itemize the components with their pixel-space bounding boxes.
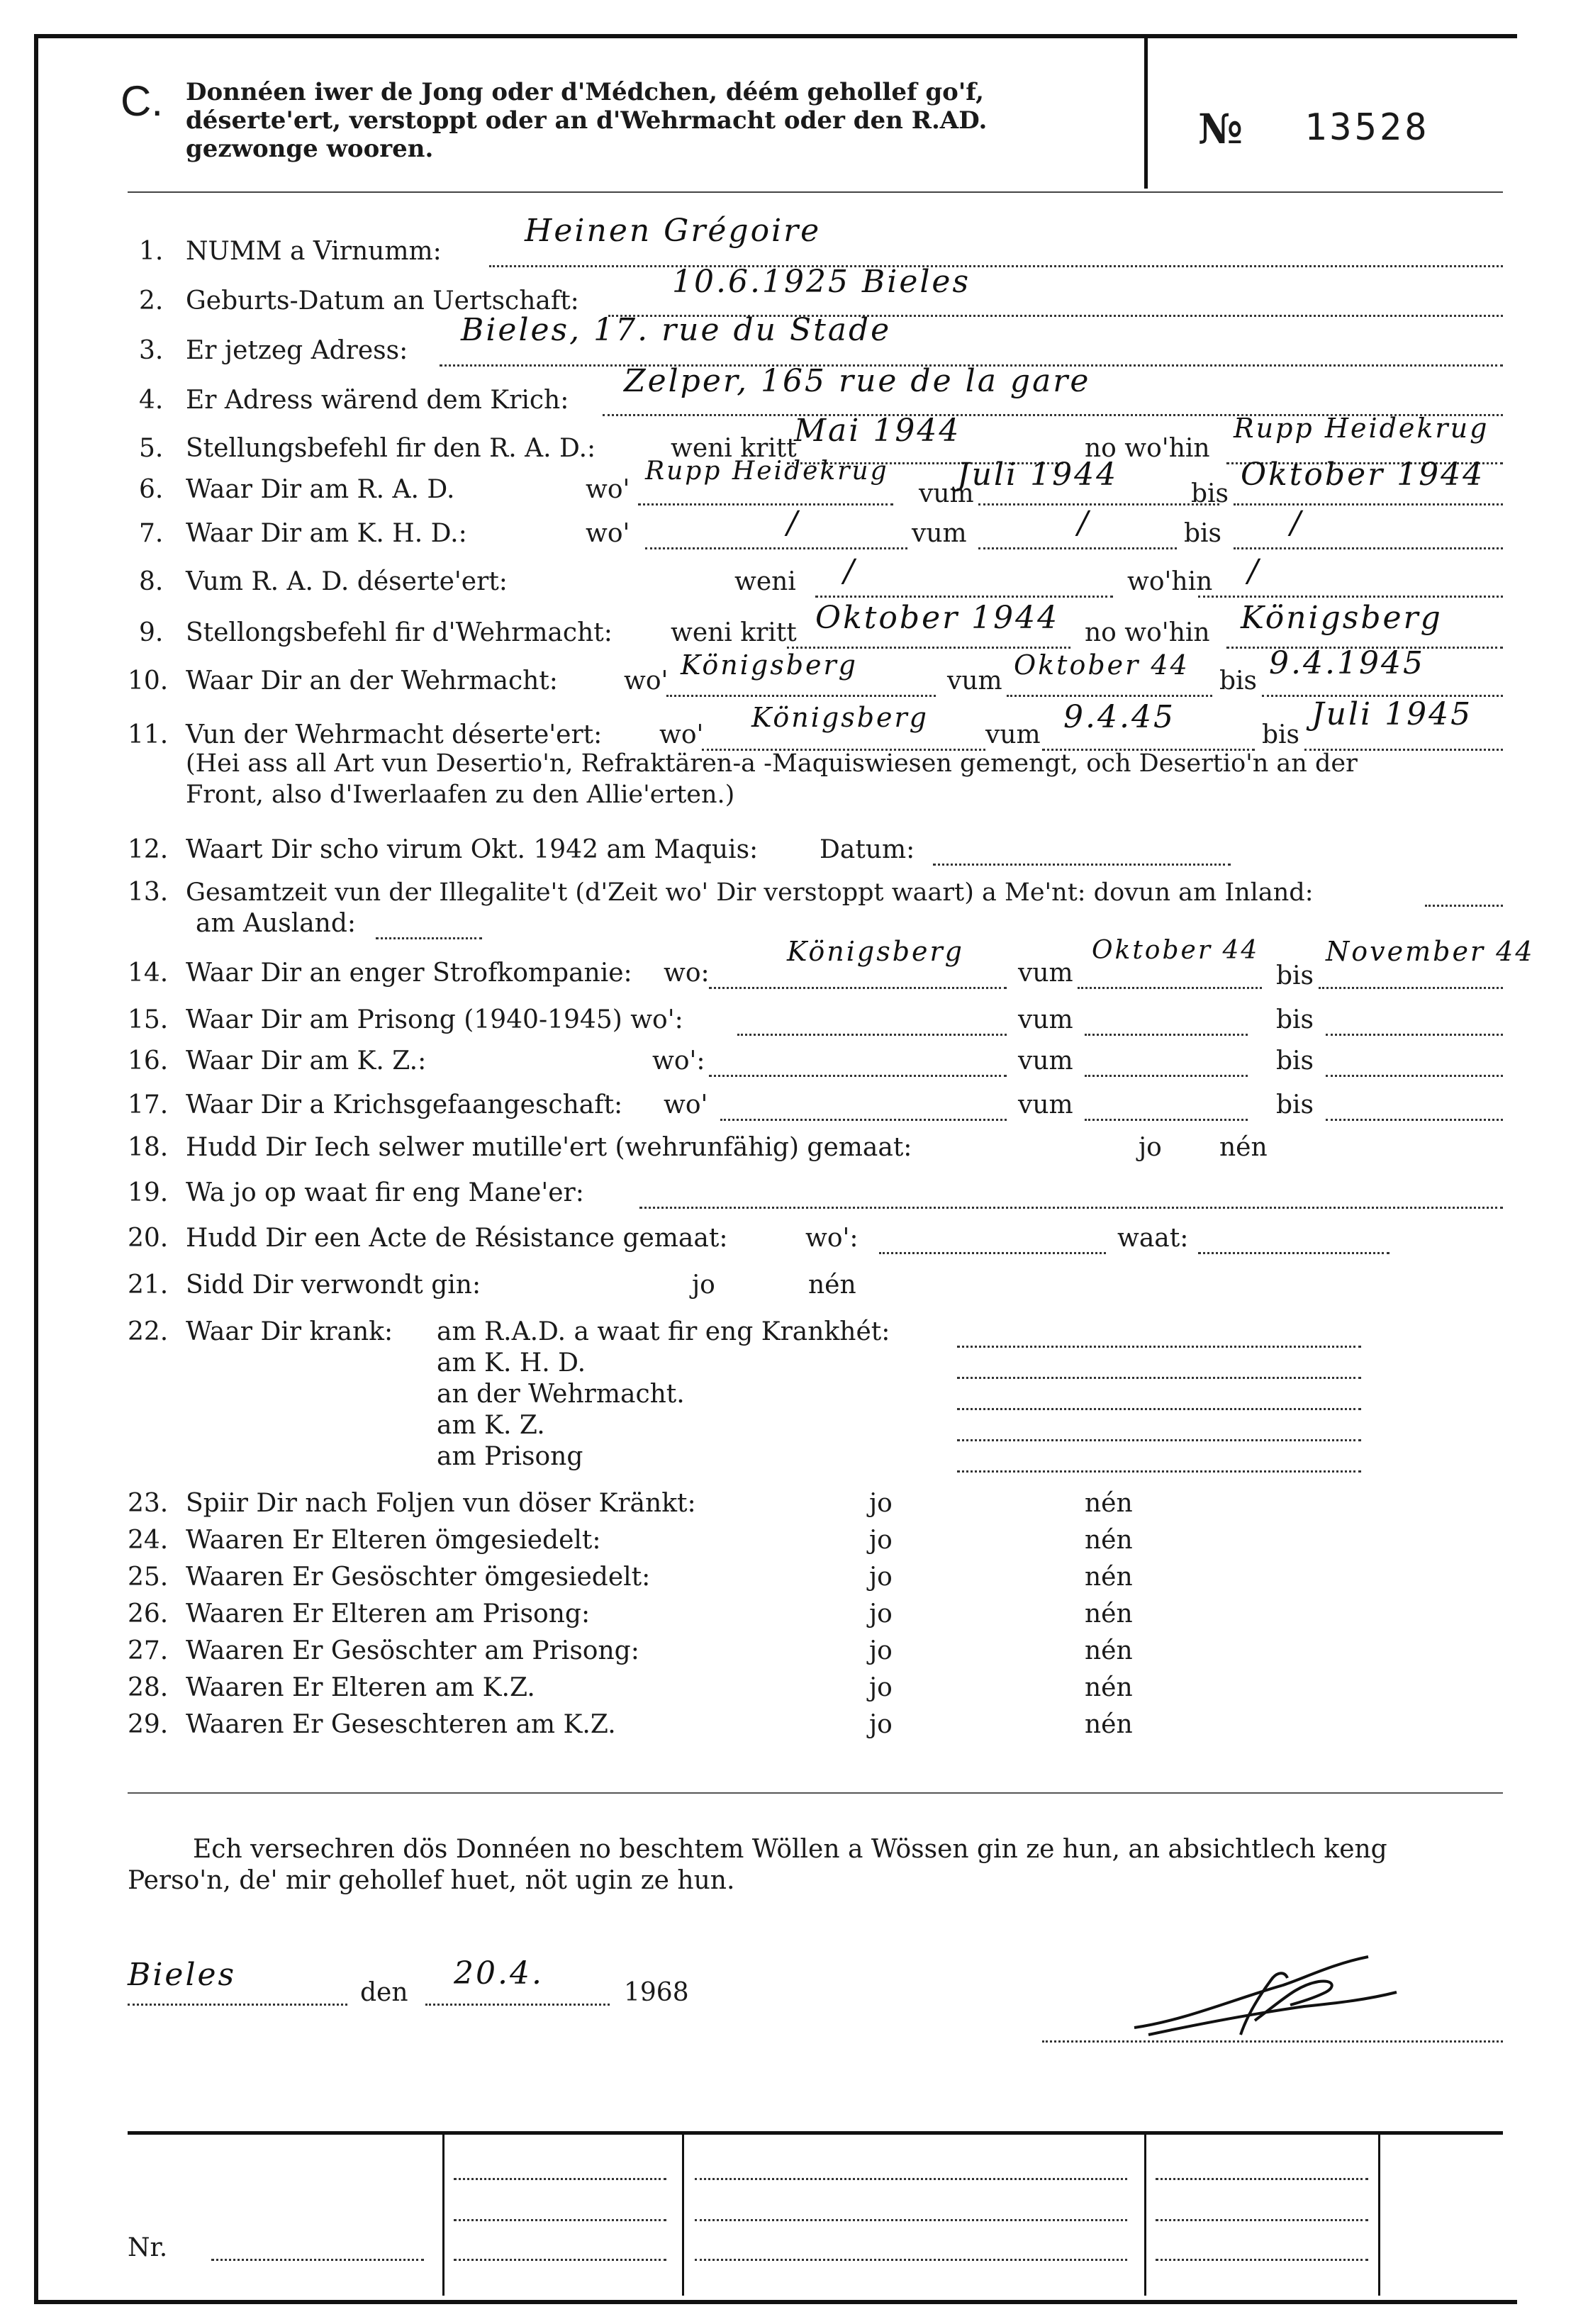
field-penal-to[interactable]: November 44 xyxy=(1326,936,1535,967)
row-label-3: Er jetzeg Adress: xyxy=(186,336,408,365)
label-vum: vum xyxy=(1018,1005,1073,1034)
row-num-5: 5. xyxy=(139,434,164,463)
field-line-10a xyxy=(666,695,936,697)
field-name[interactable]: Heinen Grégoire xyxy=(525,213,822,249)
signature-place[interactable]: Bieles xyxy=(128,1957,237,1993)
label-datum: Datum: xyxy=(820,835,915,864)
field-line-16a xyxy=(709,1075,1007,1077)
illness-wehrmacht: an der Wehrmacht. xyxy=(437,1380,685,1409)
footer-col-1 xyxy=(442,2134,444,2296)
row-label-12: Waart Dir scho virum Okt. 1942 am Maquis: xyxy=(186,835,759,864)
field-line-7b xyxy=(978,547,1177,549)
row-11-note-2: Front, also d'Iwerlaafen zu den Allie'erten.) xyxy=(186,781,735,809)
field-line-20b xyxy=(1198,1252,1390,1254)
label-wo: wo' xyxy=(586,475,630,504)
label-no-wohin: no wo'hin xyxy=(1085,618,1210,647)
field-line-7a xyxy=(645,547,907,549)
row-11-note-1: (Hei ass all Art vun Desertio'n, Refraktären-a -Maquiswiesen gemengt, och Desertio'n an der xyxy=(186,749,1358,778)
row-label-15: Waar Dir am Prisong (1940-1945) wo': xyxy=(186,1005,683,1034)
field-penal-from[interactable]: Oktober 44 xyxy=(1092,936,1260,965)
row-num-16: 16. xyxy=(128,1046,169,1076)
option-no-18[interactable]: nén xyxy=(1219,1133,1268,1162)
label-wo: wo' xyxy=(586,519,630,548)
row-num-4: 4. xyxy=(139,386,164,415)
label-weni-kritt: weni kritt xyxy=(671,434,797,463)
row-num-29: 29. xyxy=(128,1710,169,1739)
label-no-wohin: no wo'hin xyxy=(1085,434,1210,463)
label-den: den xyxy=(360,1978,408,2007)
label-wo: wo' xyxy=(624,666,669,695)
row-label-16: Waar Dir am K. Z.: xyxy=(186,1046,427,1076)
field-line-1 xyxy=(489,265,1503,267)
section-letter: C. xyxy=(121,77,163,125)
field-birth[interactable]: 10.6.1925 Bieles xyxy=(672,264,971,300)
row-num-21: 21. xyxy=(128,1270,169,1300)
row-label-26: Waaren Er Elteren am Prisong: xyxy=(186,1599,591,1629)
row-num-14: 14. xyxy=(128,959,169,988)
row-label-7: Waar Dir am K. H. D.: xyxy=(186,519,467,548)
label-vum: vum xyxy=(912,519,967,548)
row-label-22: Waar Dir krank: xyxy=(186,1317,393,1346)
option-no-21[interactable]: nén xyxy=(808,1270,856,1300)
row-num-15: 15. xyxy=(128,1005,169,1034)
field-line-6a xyxy=(638,503,893,505)
field-line-15c xyxy=(1326,1034,1503,1036)
row-label-10: Waar Dir an der Wehrmacht: xyxy=(186,666,558,695)
label-vum: vum xyxy=(985,720,1041,749)
row-num-27: 27. xyxy=(128,1636,169,1665)
label-weni: weni xyxy=(734,567,796,596)
field-khd-from[interactable]: / xyxy=(1078,505,1090,541)
field-line-20a xyxy=(879,1252,1106,1254)
row-num-24: 24. xyxy=(128,1526,169,1555)
field-line-16c xyxy=(1326,1075,1503,1077)
field-rad-desert-place[interactable]: / xyxy=(1248,553,1260,589)
label-rad-illness: am R.A.D. a waat fir eng Krankhét: xyxy=(437,1317,890,1346)
option-no-24[interactable]: nén xyxy=(1085,1526,1133,1555)
row-label-21: Sidd Dir verwondt gin: xyxy=(186,1270,481,1300)
option-no-28[interactable]: nén xyxy=(1085,1673,1133,1702)
declaration-divider xyxy=(128,1792,1503,1794)
declaration-line-2: Perso'n, de' mir gehollef huet, nöt ugin ze hun. xyxy=(128,1866,735,1895)
row-label-8: Vum R. A. D. déserte'ert: xyxy=(186,567,508,596)
footer-line-a1 xyxy=(454,2178,666,2180)
row-13-abroad: am Ausland: xyxy=(196,909,357,938)
row-label-23: Spiir Dir nach Foljen vun döser Kränkt: xyxy=(186,1489,696,1518)
footer-col-2 xyxy=(682,2134,684,2296)
row-num-8: 8. xyxy=(139,567,164,596)
option-no-27[interactable]: nén xyxy=(1085,1636,1133,1665)
label-wo: wo': xyxy=(652,1046,705,1076)
row-num-18: 18. xyxy=(128,1133,169,1162)
field-penal-place[interactable]: Königsberg xyxy=(787,936,965,967)
footer-nr-line xyxy=(211,2259,424,2261)
row-label-13: Gesamtzeit vun der Illegalite't (d'Zeit wo' Dir verstoppt waart) a Me'nt: dovun am Inland: xyxy=(186,878,1314,907)
option-yes-27[interactable]: jo xyxy=(869,1636,893,1665)
footer-line-b2 xyxy=(695,2219,1127,2221)
option-no-26[interactable]: nén xyxy=(1085,1599,1133,1629)
row-label-2: Geburts-Datum an Uertschaft: xyxy=(186,286,579,315)
footer-nr-label: Nr. xyxy=(128,2233,168,2262)
header-title: Donnéen iwer de Jong oder d'Médchen, déém gehollef go'f, déserte'ert, verstoppt oder an d'Wehrmacht oder den R.AD. gezwonge wooren. xyxy=(186,78,988,163)
label-wohin: wo'hin xyxy=(1127,567,1213,596)
row-num-17: 17. xyxy=(128,1090,169,1119)
row-label-4: Er Adress wärend dem Krich: xyxy=(186,386,569,415)
field-rad-place[interactable]: Rupp Heidekrug xyxy=(645,457,889,486)
field-war-address[interactable]: Zelper, 165 rue de la gare xyxy=(624,363,1091,399)
field-rad-order-place[interactable]: Rupp Heidekrug xyxy=(1234,413,1489,444)
header-divider-vertical xyxy=(1144,38,1148,189)
number-symbol: № xyxy=(1198,105,1243,153)
row-label-19: Wa jo op waat fir eng Mane'er: xyxy=(186,1178,584,1207)
row-num-9: 9. xyxy=(139,618,164,647)
field-line-8b xyxy=(1198,596,1503,598)
row-num-3: 3. xyxy=(139,336,164,365)
row-label-18: Hudd Dir Iech selwer mutille'ert (wehrunfähig) gemaat: xyxy=(186,1133,912,1162)
field-wehrmacht-order-date[interactable]: Oktober 1944 xyxy=(815,600,1060,636)
illness-khd: am K. H. D. xyxy=(437,1348,586,1378)
row-num-19: 19. xyxy=(128,1178,169,1207)
signature-mark xyxy=(1120,1943,1418,2056)
field-line-14a xyxy=(709,987,1007,989)
illness-prisong: am Prisong xyxy=(437,1442,583,1471)
row-label-11: Vun der Wehrmacht déserte'ert: xyxy=(186,720,603,749)
field-line-22c xyxy=(957,1408,1361,1410)
field-line-22b xyxy=(957,1377,1361,1379)
field-wehrmacht-from[interactable]: Oktober 44 xyxy=(1014,649,1190,681)
footer-col-4 xyxy=(1378,2134,1380,2296)
field-line-19 xyxy=(639,1207,1503,1209)
row-label-24: Waaren Er Elteren ömgesiedelt: xyxy=(186,1526,601,1555)
field-khd-to[interactable]: / xyxy=(1290,505,1303,541)
option-no-25[interactable]: nén xyxy=(1085,1563,1133,1592)
field-desert-place[interactable]: Königsberg xyxy=(751,702,929,733)
label-bis: bis xyxy=(1219,666,1258,695)
row-num-7: 7. xyxy=(139,519,164,548)
row-label-6: Waar Dir am R. A. D. xyxy=(186,475,455,504)
option-yes-26[interactable]: jo xyxy=(869,1599,893,1629)
row-num-11: 11. xyxy=(128,720,169,749)
row-num-1: 1. xyxy=(139,237,164,266)
field-rad-from[interactable]: Juli 1944 xyxy=(957,457,1119,493)
field-line-8a xyxy=(815,596,1113,598)
field-line-16b xyxy=(1085,1075,1248,1077)
illness-kz: am K. Z. xyxy=(437,1411,545,1440)
field-rad-to[interactable]: Oktober 1944 xyxy=(1241,457,1485,493)
field-line-17b xyxy=(1085,1119,1248,1121)
label-vum: vum xyxy=(1018,1046,1073,1076)
row-label-25: Waaren Er Gesöschter ömgesiedelt: xyxy=(186,1563,651,1592)
footer-line-c1 xyxy=(1156,2178,1368,2180)
field-line-6b xyxy=(978,503,1219,505)
option-yes-21[interactable]: jo xyxy=(692,1270,715,1300)
field-line-22d xyxy=(957,1439,1361,1441)
label-wo: wo': xyxy=(805,1224,859,1253)
field-address[interactable]: Bieles, 17. rue du Stade xyxy=(461,312,892,348)
label-vum: vum xyxy=(1018,959,1073,988)
footer-line-b1 xyxy=(695,2178,1127,2180)
field-line-17a xyxy=(720,1119,1007,1121)
signature-year: 1968 xyxy=(624,1978,689,2007)
label-bis: bis xyxy=(1191,479,1229,508)
row-label-27: Waaren Er Gesöschter am Prisong: xyxy=(186,1636,639,1665)
field-line-15a xyxy=(737,1034,1007,1036)
footer-col-3 xyxy=(1144,2134,1146,2296)
row-num-10: 10. xyxy=(128,666,169,695)
row-num-6: 6. xyxy=(139,475,164,504)
field-line-22a xyxy=(957,1346,1361,1348)
field-wehrmacht-place[interactable]: Königsberg xyxy=(681,649,859,681)
field-line-12 xyxy=(933,864,1231,866)
field-line-6c xyxy=(1234,503,1503,505)
label-bis: bis xyxy=(1276,961,1314,990)
label-wo: wo' xyxy=(659,720,704,749)
footer-line-a3 xyxy=(454,2259,666,2261)
option-yes-29[interactable]: jo xyxy=(869,1710,893,1739)
label-bis: bis xyxy=(1262,720,1300,749)
row-label-9: Stellongsbefehl fir d'Wehrmacht: xyxy=(186,618,613,647)
field-line-14c xyxy=(1319,987,1503,989)
field-line-22e xyxy=(957,1470,1361,1473)
row-num-12: 12. xyxy=(128,835,169,864)
row-num-28: 28. xyxy=(128,1673,169,1702)
field-rad-desert-date[interactable]: / xyxy=(844,553,856,589)
option-yes-25[interactable]: jo xyxy=(869,1563,893,1592)
row-num-20: 20. xyxy=(128,1224,169,1253)
footer-top-rule xyxy=(128,2131,1503,2135)
label-bis: bis xyxy=(1276,1090,1314,1119)
label-bis: bis xyxy=(1276,1046,1314,1076)
declaration-line-1: Ech versechren dös Donnéen no beschtem Wöllen a Wössen gin ze hun, an absichtlech keng xyxy=(193,1835,1387,1864)
field-line-7c xyxy=(1234,547,1503,549)
signature-line xyxy=(1042,2040,1503,2043)
row-label-1: NUMM a Virnumm: xyxy=(186,237,442,266)
row-num-23: 23. xyxy=(128,1489,169,1518)
field-line-9a xyxy=(787,647,1070,649)
field-line-13b xyxy=(376,937,482,939)
row-num-22: 22. xyxy=(128,1317,169,1346)
option-no-29[interactable]: nén xyxy=(1085,1710,1133,1739)
row-num-2: 2. xyxy=(139,286,164,315)
label-vum: vum xyxy=(919,479,974,508)
row-num-13: 13. xyxy=(128,878,169,907)
field-line-15b xyxy=(1085,1034,1248,1036)
field-desert-from[interactable]: 9.4.45 xyxy=(1063,699,1175,735)
field-line-17c xyxy=(1326,1119,1503,1121)
signature-date[interactable]: 20.4. xyxy=(454,1955,544,1991)
field-line-13a xyxy=(1425,905,1503,907)
form-number: 13528 xyxy=(1304,106,1430,149)
footer-line-b3 xyxy=(695,2259,1127,2261)
option-yes-23[interactable]: jo xyxy=(869,1489,893,1518)
label-bis: bis xyxy=(1184,519,1222,548)
row-label-20: Hudd Dir een Acte de Résistance gemaat: xyxy=(186,1224,728,1253)
field-line-14b xyxy=(1078,987,1262,989)
row-label-14: Waar Dir an enger Strofkompanie: xyxy=(186,959,632,988)
field-wehrmacht-order-place[interactable]: Königsberg xyxy=(1241,600,1443,636)
row-label-17: Waar Dir a Krichsgefaangeschaft: xyxy=(186,1090,623,1119)
date-line xyxy=(425,2004,610,2006)
footer-line-a2 xyxy=(454,2219,666,2221)
label-vum: vum xyxy=(1018,1090,1073,1119)
row-label-5: Stellungsbefehl fir den R. A. D.: xyxy=(186,434,596,463)
field-wehrmacht-to[interactable]: 9.4.1945 xyxy=(1269,645,1425,681)
row-label-28: Waaren Er Elteren am K.Z. xyxy=(186,1673,535,1702)
option-no-23[interactable]: nén xyxy=(1085,1489,1133,1518)
place-line xyxy=(128,2004,347,2006)
label-wo: wo: xyxy=(664,959,710,988)
row-label-29: Waaren Er Geseschteren am K.Z. xyxy=(186,1710,616,1739)
label-vum: vum xyxy=(947,666,1002,695)
field-desert-to[interactable]: Juli 1945 xyxy=(1312,696,1473,732)
field-rad-order-date[interactable]: Mai 1944 xyxy=(794,413,961,449)
label-waat: waat: xyxy=(1117,1224,1189,1253)
field-line-10b xyxy=(1007,695,1212,697)
header-divider xyxy=(128,191,1503,193)
option-yes-18[interactable]: jo xyxy=(1139,1133,1162,1162)
row-num-25: 25. xyxy=(128,1563,169,1592)
footer-line-c2 xyxy=(1156,2219,1368,2221)
footer-line-c3 xyxy=(1156,2259,1368,2261)
label-bis: bis xyxy=(1276,1005,1314,1034)
row-num-26: 26. xyxy=(128,1599,169,1629)
field-khd-place[interactable]: / xyxy=(787,505,800,541)
label-weni-kritt: weni kritt xyxy=(671,618,797,647)
option-yes-24[interactable]: jo xyxy=(869,1526,893,1555)
option-yes-28[interactable]: jo xyxy=(869,1673,893,1702)
label-wo: wo' xyxy=(664,1090,708,1119)
